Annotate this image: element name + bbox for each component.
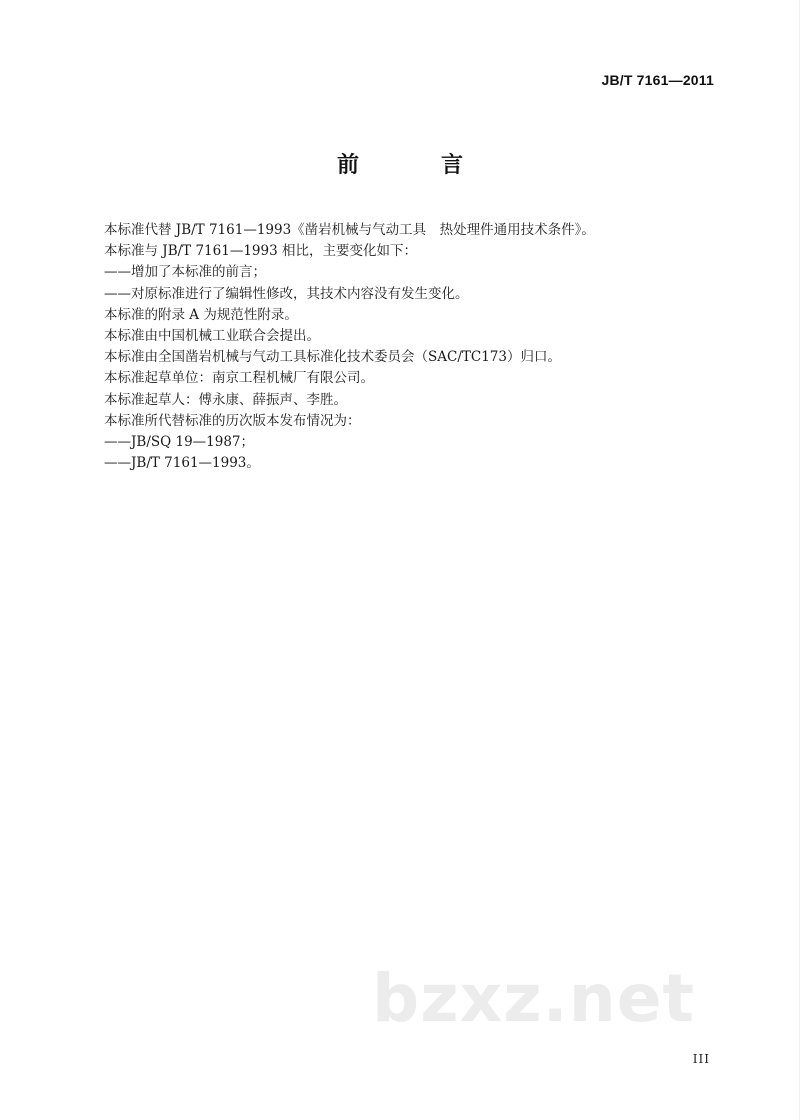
paragraph-change-item: ——对原标准进行了编辑性修改，其技术内容没有发生变化。 [104, 285, 469, 302]
paragraph-change-item: ——增加了本标准的前言； [104, 264, 266, 281]
paragraph-drafters: 本标准起草人：傅永康、薛振声、李胜。 [104, 391, 347, 408]
paragraph-proposed-by: 本标准由中国机械工业联合会提出。 [104, 327, 320, 344]
paragraph-changes-intro: 本标准与 JB/T 7161—1993 相比，主要变化如下： [104, 243, 417, 260]
paragraph-drafting-unit: 本标准起草单位：南京工程机械厂有限公司。 [104, 370, 374, 387]
paragraph-replaces: 本标准代替 JB/T 7161—1993《凿岩机械与气动工具 热处理件通用技术条件》。 [104, 222, 595, 238]
watermark: bzxz.net [372, 960, 696, 1037]
page-title: 前 言 [336, 153, 493, 178]
standard-number: JB/T 7161—2011 [601, 72, 714, 88]
paragraph-history-item: ——JB/T 7161—1993。 [104, 455, 260, 472]
paragraph-appendix: 本标准的附录 A 为规范性附录。 [104, 306, 298, 323]
foreword-body [104, 220, 724, 474]
paragraph-history-intro: 本标准所代替标准的历次版本发布情况为： [104, 412, 361, 429]
page-number: III [692, 1052, 710, 1066]
paragraph-history-item: ——JB/SQ 19—1987； [104, 433, 255, 450]
paragraph-centralized-by: 本标准由全国凿岩机械与气动工具标准化技术委员会（SAC/TC173）归口。 [104, 349, 561, 366]
